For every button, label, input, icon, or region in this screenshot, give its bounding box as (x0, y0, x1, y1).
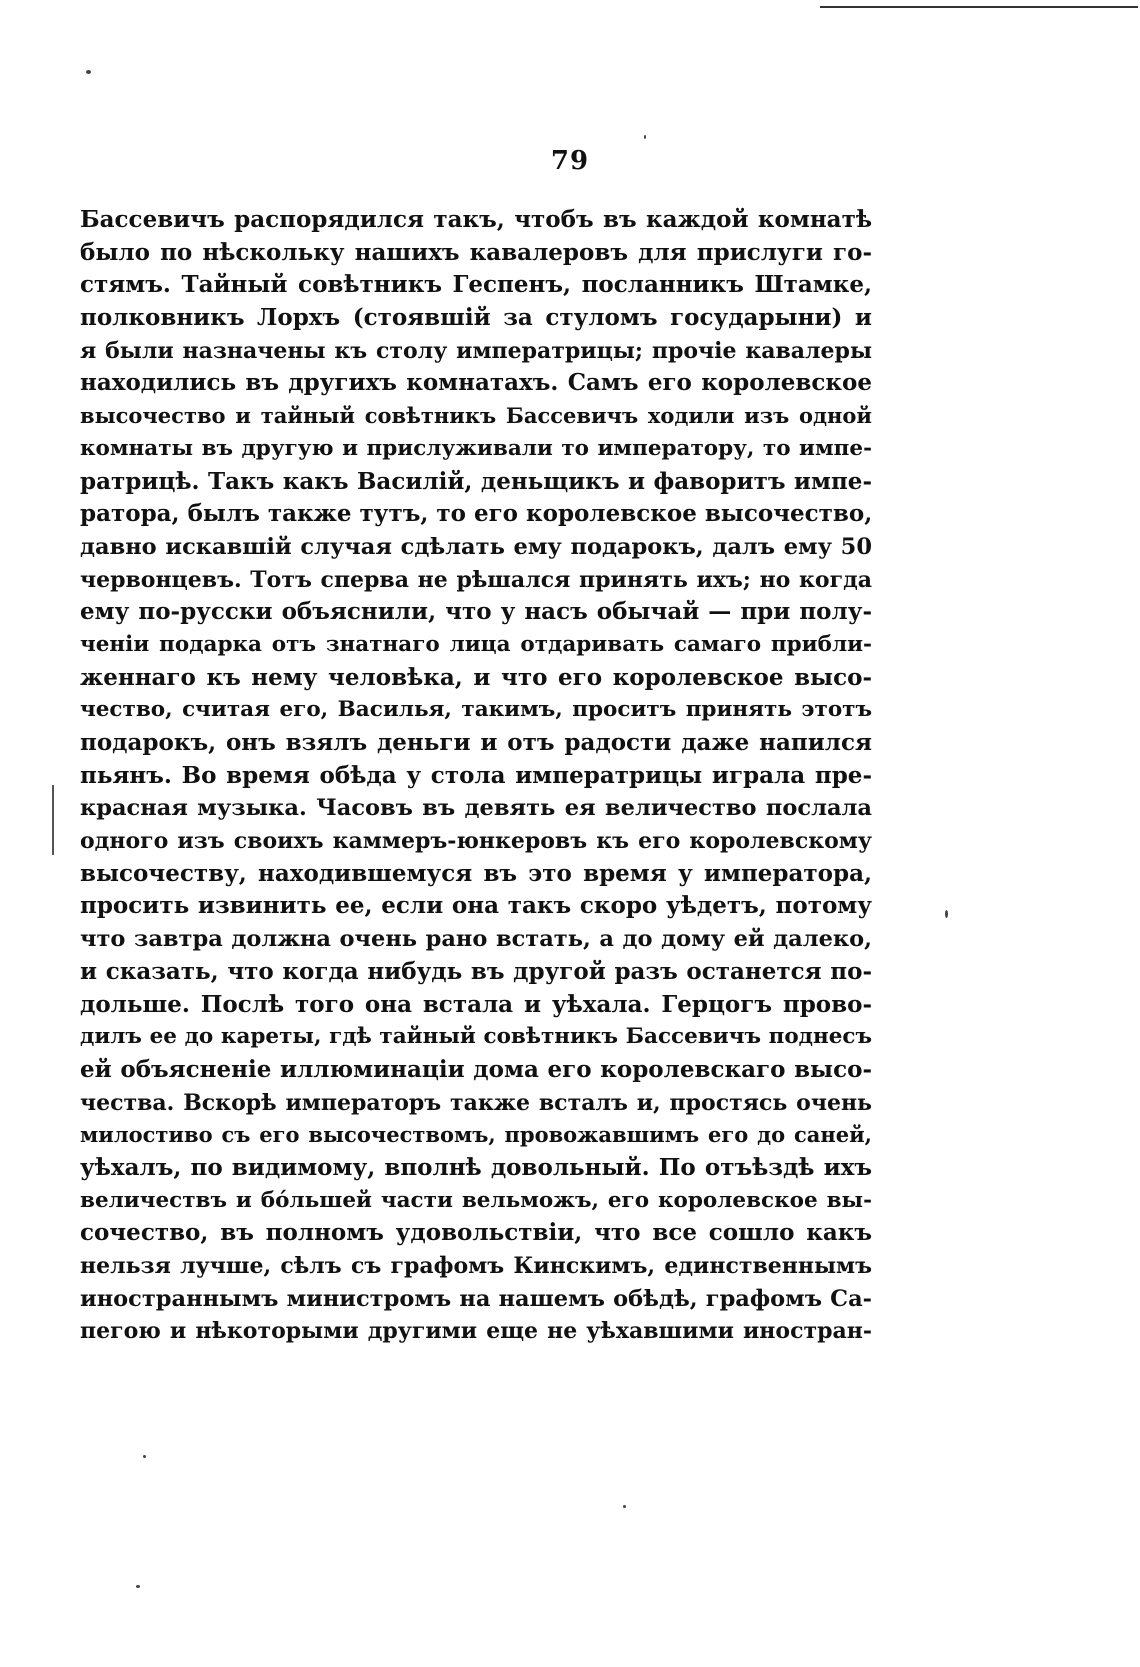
text-line: я были назначены къ столу императрицы; прочіе кавалеры (80, 337, 872, 364)
text-line: высочество и тайный совѣтникъ Бассевичъ ходили изъ одной (80, 403, 872, 429)
text-line: и сказать, что когда нибудь въ другой разъ останется по- (80, 957, 872, 985)
text-line: пегою и нѣкоторыми другими еще не уѣхавшими иностран- (80, 1318, 872, 1345)
text-line: женнаго къ нему человѣка, и что его королевское высо- (80, 663, 872, 691)
scan-speck (143, 1455, 146, 1458)
scan-speck (623, 1505, 626, 1508)
text-line: сочество, въ полномъ удовольствіи, что все сошло какъ (80, 1219, 872, 1247)
text-line: красная музыка. Часовъ въ девять ея величество послала (80, 795, 872, 822)
text-line: подарокъ, онъ взялъ деньги и отъ радости даже напился (80, 729, 872, 756)
text-line: ей объясненіе иллюминаціи дома его королевскаго высо- (80, 1055, 872, 1083)
text-line: червонцевъ. Тотъ сперва не рѣшался принять ихъ; но когда (80, 566, 872, 593)
text-line: ратора, былъ также тутъ, то его королевское высочество, (80, 500, 872, 528)
scan-speck (644, 135, 646, 139)
text-line: уѣхалъ, по видимому, вполнѣ довольный. По отъѣздѣ ихъ (80, 1153, 872, 1181)
text-line: милостиво съ его высочествомъ, провожавшимъ его до саней, (80, 1122, 872, 1148)
page-number: 79 (550, 146, 590, 176)
text-line: стямъ. Тайный совѣтникъ Геспенъ, посланникъ Штамке, (80, 271, 872, 299)
text-line: было по нѣскольку нашихъ кавалеровъ для прислуги го- (80, 238, 872, 266)
text-line: просить извинить ее, если она такъ скоро уѣдетъ, потому (80, 892, 872, 920)
text-line: комнаты въ другую и прислуживали то императору, то импе- (80, 435, 872, 461)
text-line: полковникъ Лорхъ (стоявшій за стуломъ государыни) и (80, 304, 872, 332)
text-line: иностраннымъ министромъ на нашемъ обѣдѣ, графомъ Са- (80, 1285, 872, 1312)
text-line: дилъ ее до кареты, гдѣ тайный совѣтникъ Бассевичъ поднесъ (80, 1024, 872, 1050)
text-line: что завтра должна очень рано встать, а до дому ей далеко, (80, 926, 872, 953)
scan-speck (136, 1585, 140, 1588)
text-line: высочеству, находившемуся въ это время у императора, (80, 859, 872, 887)
text-line: величествъ и бóльшей части вельможъ, его королевское вы- (80, 1187, 872, 1213)
scan-speck (86, 70, 91, 74)
text-line: ратрицѣ. Такъ какъ Василій, деньщикъ и фаворитъ импе- (80, 467, 872, 495)
scan-margin-mark (52, 785, 54, 855)
text-line: ему по-русски объяснили, что у насъ обычай — при полу- (80, 598, 872, 626)
text-line: дольше. Послѣ того она встала и уѣхала. Герцогъ прово- (80, 990, 872, 1018)
scan-speck (945, 910, 948, 918)
text-line: чества. Вскорѣ императоръ также всталъ и, простясь очень (80, 1089, 872, 1116)
text-line: пьянъ. Во время обѣда у стола императрицы играла пре- (80, 761, 872, 789)
text-line: Бассевичъ распорядился такъ, чтобъ въ каждой комнатѣ (80, 206, 872, 233)
text-line: чество, считая его, Василья, такимъ, проситъ принять этотъ (80, 697, 872, 723)
text-line: нельзя лучше, сѣлъ съ графомъ Кинскимъ, единственнымъ (80, 1253, 872, 1279)
text-line: ченіи подарка отъ знатнаго лица отдаривать самаго прибли- (80, 631, 872, 657)
text-line: находились въ другихъ комнатахъ. Самъ его королевское (80, 369, 872, 397)
top-rule (820, 6, 1138, 8)
text-line: одного изъ своихъ каммеръ-юнкеровъ къ его королевскому (80, 828, 872, 855)
body-text (80, 204, 872, 1348)
text-line: давно искавшій случая сдѣлать ему подарокъ, далъ ему 50 (80, 533, 872, 560)
